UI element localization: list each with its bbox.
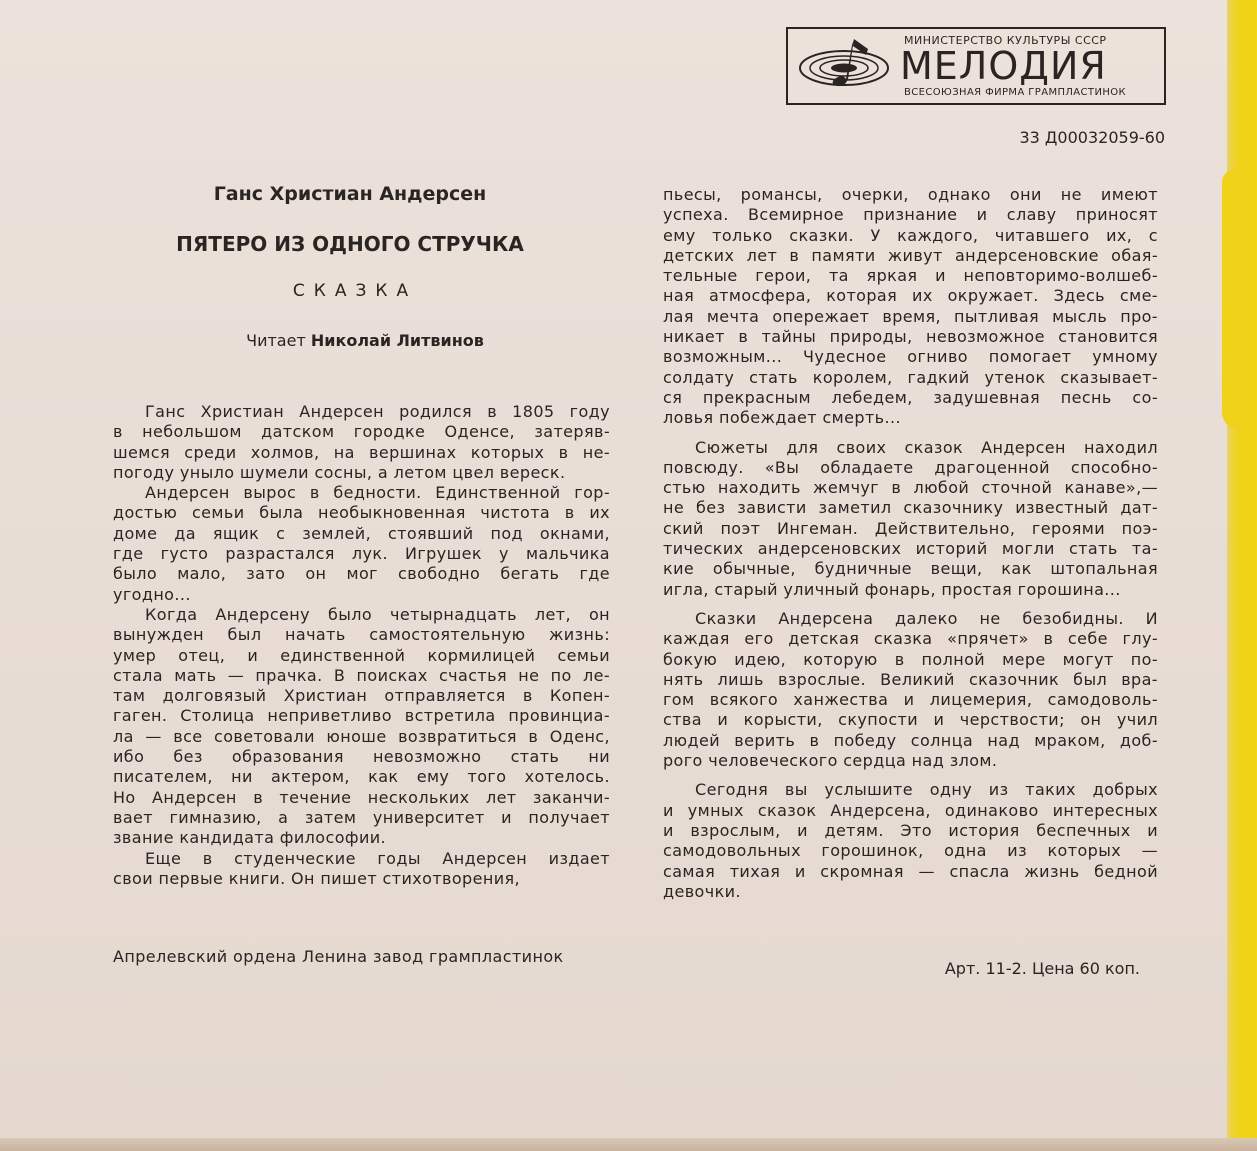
price-label: Арт. 11-2. Цена 60 коп.	[944, 959, 1140, 978]
text-line: ловья побеждает смерть...	[663, 408, 901, 428]
text-line: шемся среди холмов, на вершинах которых в не-	[113, 442, 610, 462]
factory-credit: Апрелевский ордена Ленина завод грампластинок	[113, 947, 564, 966]
text-line: писателем, ни актером, как ему того хотелось.	[113, 767, 610, 787]
text-line: ся прекрасным лебедем, задушевная песнь со-	[663, 387, 1158, 407]
reader-prefix: Читает	[246, 331, 306, 350]
text-line: и умных сказок Андерсена, одинаково интересных	[663, 800, 1158, 820]
text-line: Сказки Андерсена далеко не безобидны. И	[695, 608, 1158, 628]
text-line: свои первые книги. Он пишет стихотворения,	[113, 868, 521, 888]
text-line: Еще в студенческие годы Андерсен издает	[145, 848, 610, 868]
bottom-edge	[0, 1138, 1257, 1151]
text-line: повсюду. «Вы обладаете драгоценной способно-	[663, 457, 1158, 477]
text-line: умер отец, и единственной кормилицей семьи	[113, 645, 610, 665]
text-line: тических андерсеновских историй могли стать та-	[663, 539, 1158, 559]
text-line: не без зависти заметил сказочнику известный дат-	[663, 498, 1158, 518]
text-paragraph	[113, 483, 610, 605]
text-line: ная атмосфера, которая их окружает. Здесь сме-	[663, 286, 1158, 306]
text-line: Но Андерсен в течение нескольких лет заканчи-	[113, 787, 610, 807]
text-line: ему только сказки. У каждого, читавшего их, с	[663, 225, 1158, 245]
melodiya-emblem-icon	[796, 35, 892, 97]
text-paragraph	[113, 402, 610, 483]
text-line: рого человеческого сердца над злом.	[663, 751, 998, 771]
text-line: угодно...	[113, 584, 191, 604]
author-heading: Ганс Христиан Андерсен	[213, 183, 487, 205]
catalog-number: 33 Д00032059-60	[1019, 128, 1165, 147]
text-line: вынужден был начать самостоятельную жизнь:	[113, 625, 610, 645]
text-line: доме да ящик с землей, стоявший под окнами,	[113, 523, 610, 543]
text-line: каждая его детская сказка «прячет» в себе глу-	[663, 629, 1158, 649]
text-line: стала мать — прачка. В поисках счастья не по ле-	[113, 665, 610, 685]
text-line: достью семьи была необыкновенная чистота в их	[113, 503, 610, 523]
text-line: лая мечта опережает время, пытливая мысль про-	[663, 306, 1158, 326]
text-line: было мало, зато он мог свободно бегать где	[113, 564, 610, 584]
left-column-text	[113, 402, 610, 889]
text-line: пьесы, романсы, очерки, однако они не имеют	[663, 185, 1158, 204]
text-line: гаген. Столица неприветливо встретила провинциа-	[113, 706, 610, 726]
story-title: ПЯТЕРО ИЗ ОДНОГО СТРУЧКА	[176, 232, 524, 256]
paragraph-gap	[663, 429, 1158, 438]
logo-ministry-line: МИНИСТЕРСТВО КУЛЬТУРЫ СССР	[904, 34, 1107, 47]
genre-label: СКАЗКА	[292, 281, 418, 301]
text-paragraph	[113, 605, 610, 849]
logo-name: МЕЛОДИЯ	[900, 44, 1107, 88]
text-line: детских лет в памяти живут андерсеновские обая-	[663, 245, 1158, 265]
text-line: в небольшом датском городке Оденсе, затеряв-	[113, 422, 610, 442]
text-line: вает гимназию, а затем университет и получает	[113, 807, 610, 827]
text-line: там долговязый Христиан отправляется в Копен-	[113, 686, 610, 706]
text-line: Андерсен вырос в бедности. Единственной гор-	[145, 483, 610, 503]
text-line: звание кандидата философии.	[113, 828, 387, 848]
text-paragraph	[663, 609, 1158, 771]
text-line: девочки.	[663, 881, 741, 901]
paragraph-gap	[663, 771, 1158, 780]
melodiya-logo	[786, 27, 1166, 105]
text-paragraph	[113, 849, 610, 890]
text-line: Когда Андерсену было четырнадцать лет, он	[145, 604, 610, 624]
text-line: где густо разрастался лук. Игрушек у мальчика	[113, 544, 610, 564]
text-line: возможным... Чудесное огниво помогает умному	[663, 347, 1158, 367]
text-line: ский поэт Ингеман. Действительно, героями поэ-	[663, 518, 1158, 538]
text-line: ибо без образования невозможно стать ни	[113, 747, 610, 767]
text-line: игла, старый уличный фонарь, простая горошина...	[663, 579, 1121, 599]
yellow-blob	[1222, 170, 1252, 430]
text-line: тельные герои, та яркая и неповторимо-волшеб-	[663, 266, 1158, 286]
text-line: успеха. Всемирное признание и славу приносят	[663, 205, 1158, 225]
logo-firm-line: ВСЕСОЮЗНАЯ ФИРМА ГРАМПЛАСТИНОК	[904, 87, 1127, 98]
text-line: и взрослым, и детям. Это история беспечных и	[663, 820, 1158, 840]
text-line: Сегодня вы услышите одну из таких добрых	[695, 780, 1158, 800]
text-line: нять лишь взрослые. Великий сказочник был вра-	[663, 669, 1158, 689]
text-line: солдату стать королем, гадкий утенок сказывает-	[663, 367, 1158, 387]
text-line: самая тихая и скромная — спасла жизнь бедной	[663, 861, 1158, 881]
text-line: погоду уныло шумели сосны, а летом цвел вереск.	[113, 462, 566, 482]
text-line: ла — все советовали юноше возвратиться в Оденс,	[113, 726, 610, 746]
text-line: стью находить жемчуг в любой сточной канаве»,—	[663, 478, 1158, 498]
text-line: ства и корысти, скупости и черствости; он учил	[663, 710, 1158, 730]
text-paragraph	[663, 185, 1158, 429]
text-line: кие обычные, будничные вещи, как штопальная	[663, 559, 1158, 579]
reader-credit	[200, 331, 530, 350]
text-line: Ганс Христиан Андерсен родился в 1805 году	[145, 402, 610, 421]
text-line: гом всякого ханжества и лицемерия, самодоволь-	[663, 690, 1158, 710]
text-line: людей верить в победу солнца над мраком, доб-	[663, 730, 1158, 750]
text-line: никает в тайны природы, невозможное становится	[663, 327, 1158, 347]
reader-name: Николай Литвинов	[310, 331, 484, 350]
right-column-text	[663, 185, 1158, 902]
text-paragraph	[663, 438, 1158, 600]
text-line: бокую идею, которую в полной мере могут по-	[663, 649, 1158, 669]
text-line: Сюжеты для своих сказок Андерсен находил	[695, 437, 1158, 457]
paragraph-gap	[663, 600, 1158, 609]
text-line: самодовольных горошинок, одна из которых —	[663, 841, 1158, 861]
text-paragraph	[663, 780, 1158, 902]
